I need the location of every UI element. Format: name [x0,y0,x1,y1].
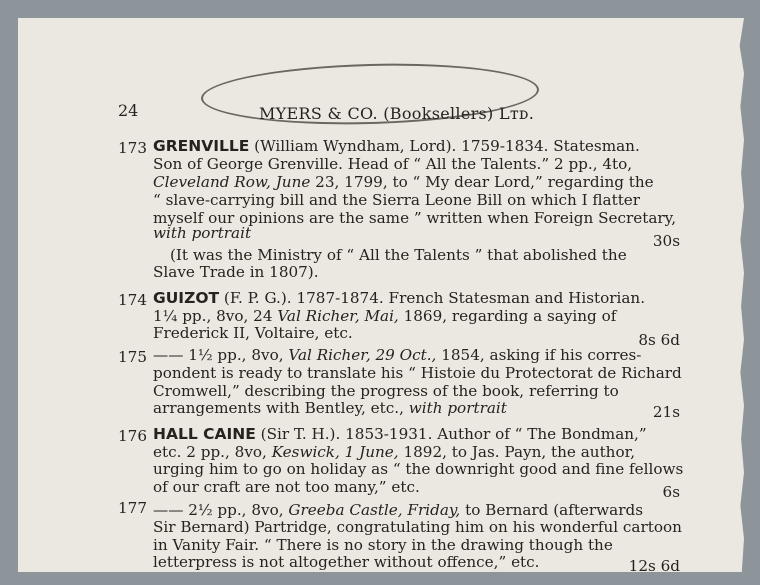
entry-line: myself our opinions are the same ” written when Foreign Secretary, [153,209,677,227]
entry-line: —— 2½ pp., 8vo, Greeba Castle, Friday, to Bernard (afterwards [153,501,644,519]
entry-line: 1¼ pp., 8vo, 24 Val Richer, Mai, 1869, regarding a saying of [153,307,617,325]
entry-name: GUIZOT [153,289,220,307]
page-number: 24 [118,101,139,120]
entry-line: in Vanity Fair. “ There is no story in the drawing though the [153,536,613,554]
entry-name: GRENVILLE [153,137,250,155]
price: 12s 6d [628,557,680,575]
lot-number: 177 [118,499,147,517]
entry-note: Slave Trade in 1807). [153,263,319,281]
price: 30s [652,232,680,250]
entry-line: GUIZOT (F. P. G.). 1787-1874. French Statesman and Historian. [153,289,646,307]
entry-line: Son of George Grenville. Head of “ All the Talents.” 2 pp., 4to, [153,155,633,173]
entry-line: of our craft are not too many,” etc. [153,478,420,496]
entry-line: Cromwell,” describing the progress of the book, referring to [153,382,619,400]
entry-line: urging him to go on holiday as “ the downright good and fine fellows [153,460,684,478]
entry-line: pondent is ready to translate his “ Histoie du Protectorat de Richard [153,364,682,382]
lot-number: 174 [118,291,147,309]
entry-line: —— 1½ pp., 8vo, Val Richer, 29 Oct., 1854, asking if his corres- [153,346,642,364]
price: 21s [652,403,680,421]
entry-note: (It was the Ministry of “ All the Talents ” that abolished the [170,246,627,264]
entry-line: arrangements with Bentley, etc., with portrait [153,399,507,417]
publisher-header: MYERS & CO. (Booksellers) Lᴛᴅ. [259,104,535,123]
entry-line: GRENVILLE (William Wyndham, Lord). 1759-1834. Statesman. [153,137,640,155]
lot-number: 173 [118,139,147,157]
entry-line: with portrait [153,224,252,242]
lot-number: 175 [118,348,147,366]
entry-line: HALL CAINE (Sir T. H.). 1853-1931. Author of “ The Bondman,” [153,425,647,443]
price: 8s 6d [638,331,680,349]
entry-line: letterpress is not altogether without offence,” etc. [153,553,540,571]
entry-line: “ slave-carrying bill and the Sierra Leone Bill on which I flatter [153,191,641,209]
entry-line: Cleveland Row, June 23, 1799, to “ My dear Lord,” regarding the [153,173,654,191]
entry-name: HALL CAINE [153,425,256,443]
lot-number: 176 [118,427,147,445]
entry-line: etc. 2 pp., 8vo, Keswick, 1 June, 1892, to Jas. Payn, the author, [153,443,636,461]
price: 6s [662,483,680,501]
entry-line: Frederick II, Voltaire, etc. [153,324,353,342]
entry-line: Sir Bernard) Partridge, congratulating him on his wonderful cartoon [153,518,682,536]
